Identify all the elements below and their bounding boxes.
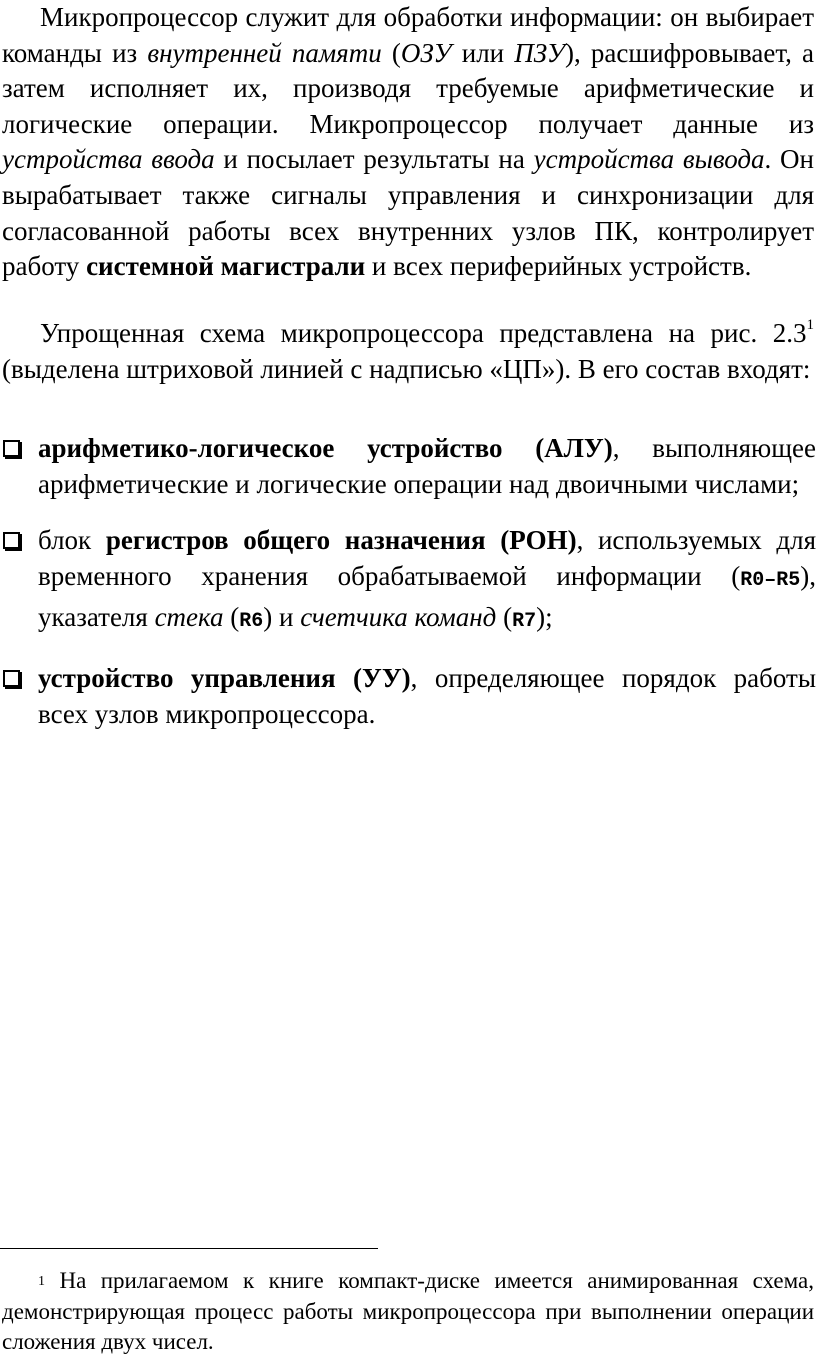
- footnote-text: На прилагаемом к книге компакт-диске имеется анимированная схема, демонстрирующая процесс работы микропроцессора при выполнении операции сложения двух чисел.: [2, 1268, 814, 1354]
- bold-term: системной магистрали: [86, 251, 366, 282]
- footnote-number: 1: [38, 1274, 45, 1289]
- component-list: [0, 430, 816, 732]
- text-run: (выделена штриховой линией с надписью «ЦП»). В его состав входят:: [2, 353, 811, 384]
- register-code: R0–R5: [740, 569, 801, 592]
- italic-term: ПЗУ: [514, 37, 565, 68]
- text-run: (: [223, 602, 240, 632]
- footnote-divider: [0, 1248, 378, 1249]
- italic-term: устройства ввода: [2, 144, 215, 175]
- checkbox-square-icon: [3, 532, 20, 549]
- text-run: );: [536, 602, 553, 632]
- italic-term: ОЗУ: [400, 37, 452, 68]
- text-run: (: [381, 37, 401, 68]
- italic-term: внутренней памяти: [147, 37, 382, 68]
- list-item-registers: [0, 522, 816, 640]
- list-item-control-unit: [0, 660, 816, 732]
- text-run: ), указателя: [38, 561, 816, 632]
- footnote-reference[interactable]: 1: [806, 317, 814, 333]
- italic-term: стека: [154, 602, 224, 632]
- paragraph-microprocessor-intro: [2, 0, 814, 285]
- text-run: Упрощенная схема микропроцессора представлена на рис. 2.3: [40, 318, 807, 348]
- register-code: R7: [512, 610, 537, 633]
- checkbox-square-icon: [3, 670, 20, 687]
- italic-term: счетчика команд: [300, 602, 497, 632]
- text-run: (: [496, 602, 513, 632]
- list-item-alu: [0, 430, 816, 502]
- text-run: . Он вырабатывает также сигналы управления и синхронизации для согласованной работы всех внутренних узлов ПК, контролирует работу: [2, 144, 814, 282]
- text-run: и всех периферийных устройств.: [365, 251, 752, 282]
- italic-term: устройства вывода: [533, 144, 765, 175]
- bold-term: арифметико-логическое устройство (АЛУ): [38, 433, 613, 463]
- text-run: Микропроцессор служит для обработки информации: он выбирает команды из: [2, 2, 814, 68]
- paragraph-schema: [2, 316, 814, 387]
- checkbox-square-icon: [3, 440, 20, 457]
- footnote: [2, 1266, 814, 1358]
- text-run: и посылает результаты на: [214, 144, 534, 175]
- bold-term: устройство управления (УУ): [38, 663, 411, 693]
- register-code: R6: [239, 610, 264, 633]
- bold-term: регистров общего назначения (РОН): [105, 525, 577, 555]
- text-run: , используемых для временного хранения обрабатываемой информации (: [38, 525, 816, 591]
- text-run: блок: [38, 525, 106, 555]
- text-run: , определяющее порядок работы всех узлов микропроцессора.: [38, 663, 816, 729]
- text-run: ) и: [263, 602, 301, 632]
- text-run: , выполняющее арифметические и логические операции над двоичными числами;: [38, 433, 816, 499]
- text-run: ), расшифровывает, а затем исполняет их, производя требуемые арифметические и логические операции. Микропроцессор получает данные из: [2, 37, 815, 139]
- text-run: или: [451, 37, 515, 68]
